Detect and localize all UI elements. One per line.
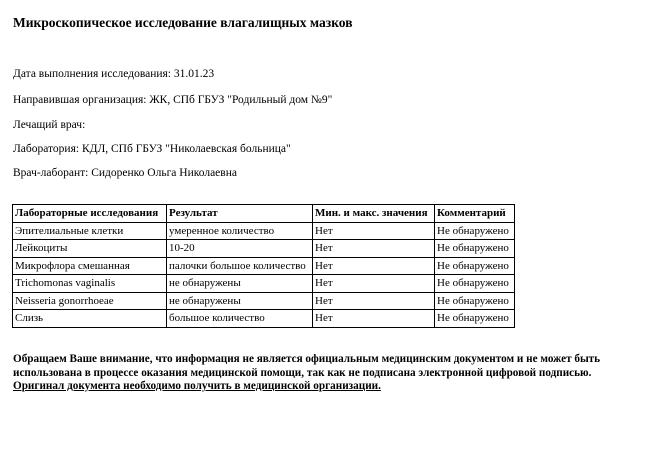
column-header-comment: Комментарий (435, 205, 515, 223)
column-header-range: Мин. и макс. значения (313, 205, 435, 223)
exam-date: Дата выполнения исследования: 31.01.23 (13, 68, 215, 80)
cell-range: Нет (313, 275, 435, 293)
table-row (13, 275, 515, 293)
cell-range: Нет (313, 292, 435, 310)
column-header-result: Результат (167, 205, 313, 223)
table-row (13, 292, 515, 310)
document-title: Микроскопическое исследование влагалищных мазков (13, 15, 353, 30)
cell-test: Лейкоциты (13, 240, 167, 258)
cell-test: Neisseria gonorrhoeae (13, 292, 167, 310)
cell-test: Trichomonas vaginalis (13, 275, 167, 293)
cell-comment: Не обнаружено (435, 222, 515, 240)
disclaimer-text: Обращаем Ваше внимание, что информация не является официальным медицинским документом и не может быть использована в процессе оказания медицинской помощи, так как не подписана электронной цифровой подписью. (13, 353, 601, 379)
cell-test: Эпителиальные клетки (13, 222, 167, 240)
cell-test: Слизь (13, 310, 167, 328)
column-header-test: Лабораторные исследования (13, 205, 167, 223)
attending-doctor: Лечащий врач: (13, 119, 86, 131)
cell-result: умеренное количество (167, 222, 313, 240)
laboratory: Лаборатория: КДЛ, СПб ГБУЗ "Николаевская больница" (13, 143, 291, 155)
table-header-row (13, 205, 515, 223)
referring-organization: Направившая организация: ЖК, СПб ГБУЗ "Родильный дом №9" (13, 94, 333, 106)
results-table (12, 204, 515, 328)
disclaimer-notice (13, 353, 633, 394)
disclaimer-original-note: Оригинал документа необходимо получить в медицинской организации. (13, 380, 381, 392)
cell-comment: Не обнаружено (435, 240, 515, 258)
cell-result: не обнаружены (167, 275, 313, 293)
cell-test: Микрофлора смешанная (13, 257, 167, 275)
table-row (13, 240, 515, 258)
cell-range: Нет (313, 310, 435, 328)
cell-result: не обнаружены (167, 292, 313, 310)
cell-result: 10-20 (167, 240, 313, 258)
cell-range: Нет (313, 240, 435, 258)
table-row (13, 310, 515, 328)
lab-doctor: Врач-лаборант: Сидоренко Ольга Николаевна (13, 167, 237, 179)
cell-result: большое количество (167, 310, 313, 328)
cell-comment: Не обнаружено (435, 275, 515, 293)
cell-comment: Не обнаружено (435, 257, 515, 275)
cell-result: палочки большое количество (167, 257, 313, 275)
table-row (13, 222, 515, 240)
cell-comment: Не обнаружено (435, 310, 515, 328)
cell-comment: Не обнаружено (435, 292, 515, 310)
table-row (13, 257, 515, 275)
cell-range: Нет (313, 222, 435, 240)
cell-range: Нет (313, 257, 435, 275)
